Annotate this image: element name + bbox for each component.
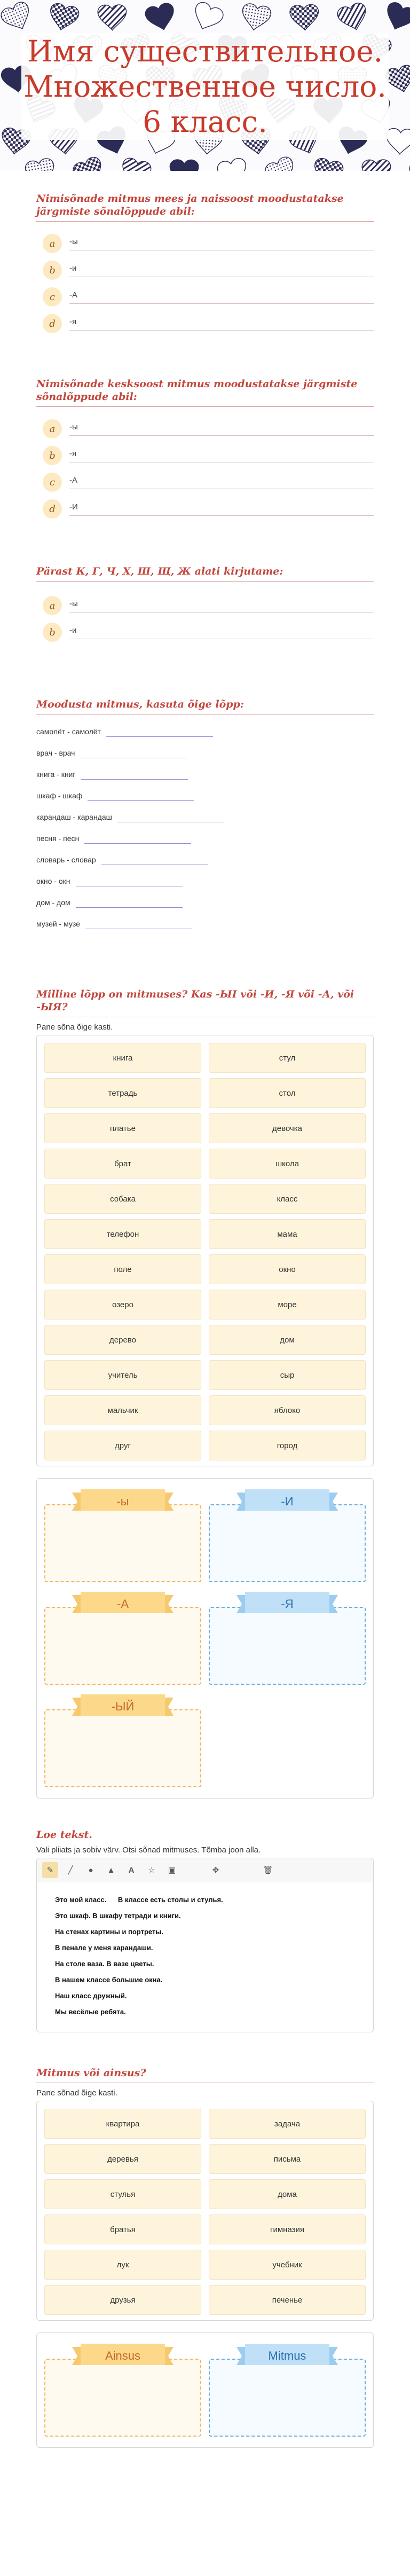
- drop-box[interactable]: [44, 1504, 201, 1582]
- fill-input[interactable]: [117, 812, 224, 822]
- drop-zones: [36, 2332, 374, 2448]
- fill-input[interactable]: [76, 898, 183, 908]
- task-6-title: Loe tekst.: [36, 1829, 92, 1841]
- word-bank: [36, 2101, 374, 2321]
- heart-icon: [362, 160, 391, 171]
- option-letter: c: [43, 473, 62, 492]
- option-text: -и: [69, 264, 374, 277]
- target-label: Mitmus: [268, 2349, 306, 2362]
- word-card[interactable]: письма: [209, 2144, 366, 2174]
- text-icon[interactable]: A: [128, 1865, 135, 1875]
- word-card[interactable]: озеро: [44, 1290, 201, 1320]
- word-card[interactable]: собака: [44, 1184, 201, 1214]
- task-3-title: Pärast К, Г, Ч, Х, Ш, Щ, Ж alati kirjutame:: [36, 565, 374, 582]
- fill-input[interactable]: [80, 748, 187, 758]
- option-a[interactable]: [36, 592, 374, 619]
- heart-icon: [189, 0, 225, 34]
- heart-icon: [263, 155, 299, 171]
- fill-row: [36, 849, 374, 870]
- target-label: -Я: [281, 1597, 294, 1611]
- task-5-title: Milline lõpp on mitmuses? Kas -ЫI või -И, -Я või -А, või -ЫЯ?: [36, 988, 374, 1017]
- option-text: -я: [69, 449, 374, 462]
- option-c[interactable]: [36, 469, 374, 496]
- task-1-options: [36, 230, 374, 337]
- fill-row: [36, 742, 374, 764]
- fill-input[interactable]: [88, 791, 194, 801]
- star-icon[interactable]: ☆: [148, 1866, 155, 1875]
- option-text: -И: [69, 502, 374, 516]
- word-card[interactable]: деревья: [44, 2144, 201, 2174]
- target-label: -А: [117, 1597, 129, 1611]
- fill-word: окно - окн: [36, 877, 70, 885]
- pencil-icon[interactable]: ✎: [42, 1862, 58, 1878]
- image-icon[interactable]: ▣: [168, 1866, 176, 1875]
- text-line: На столе ваза. В вазе цветы.: [55, 1960, 154, 1968]
- fill-row: [36, 892, 374, 913]
- heart-icon: [408, 156, 410, 171]
- drop-box[interactable]: [209, 1607, 366, 1685]
- option-letter: a: [43, 234, 62, 253]
- option-text: -А: [69, 476, 374, 489]
- option-letter: d: [43, 314, 62, 333]
- drop-zone-yi[interactable]: [44, 1694, 201, 1787]
- word-card[interactable]: друзья: [44, 2285, 201, 2315]
- option-text: -и: [69, 626, 374, 639]
- word-card[interactable]: окно: [209, 1254, 366, 1284]
- word-card[interactable]: братья: [44, 2214, 201, 2244]
- word-card[interactable]: стул: [209, 1043, 366, 1073]
- word-card[interactable]: лук: [44, 2250, 201, 2280]
- word-card[interactable]: дома: [209, 2179, 366, 2209]
- option-text: -А: [69, 290, 374, 304]
- word-card[interactable]: мама: [209, 1219, 366, 1249]
- option-d[interactable]: [36, 496, 374, 522]
- word-card[interactable]: квартира: [44, 2109, 201, 2139]
- fill-row: [36, 828, 374, 849]
- heart-icon: [119, 156, 152, 171]
- task-5-instruction: Pane sõna õige kasti.: [36, 1023, 113, 1032]
- target-label: -ЫЙ: [111, 1700, 135, 1713]
- text-line: В пенале у меня карандаши.: [55, 1944, 153, 1952]
- option-letter: a: [43, 596, 62, 615]
- word-card[interactable]: поле: [44, 1254, 201, 1284]
- task-4: [36, 698, 374, 934]
- fill-row: [36, 785, 374, 806]
- heart-icon: [406, 93, 410, 127]
- heart-icon: [24, 158, 57, 171]
- option-a[interactable]: [36, 230, 374, 257]
- option-b[interactable]: [36, 442, 374, 469]
- fill-word: врач - врач: [36, 749, 75, 757]
- target-label: -И: [281, 1495, 294, 1508]
- word-card[interactable]: задача: [209, 2109, 366, 2139]
- drop-box[interactable]: [44, 2359, 201, 2437]
- task-1: [36, 192, 374, 337]
- option-text: -ы: [69, 422, 374, 436]
- fill-row: [36, 913, 374, 934]
- option-c[interactable]: [36, 284, 374, 310]
- option-letter: b: [43, 446, 62, 465]
- fill-input[interactable]: [106, 727, 213, 737]
- word-card[interactable]: сыр: [209, 1360, 366, 1390]
- title-box: [21, 33, 389, 140]
- drop-zone-ya[interactable]: [209, 1592, 366, 1685]
- fill-row: [36, 764, 374, 785]
- word-card[interactable]: дерево: [44, 1325, 201, 1355]
- drop-box[interactable]: [209, 1504, 366, 1582]
- fill-word: шкаф - шкаф: [36, 791, 83, 800]
- heart-icon: [170, 160, 199, 171]
- word-card[interactable]: книга: [44, 1043, 201, 1073]
- option-letter: a: [43, 419, 62, 438]
- heart-icon: [385, 128, 410, 155]
- word-card[interactable]: печенье: [209, 2285, 366, 2315]
- fill-input[interactable]: [76, 876, 183, 886]
- option-b[interactable]: [36, 619, 374, 646]
- word-card[interactable]: стулья: [44, 2179, 201, 2209]
- task-7-instruction: Pane sõnad õige kasti.: [36, 2088, 117, 2098]
- option-letter: b: [43, 261, 62, 280]
- fill-input[interactable]: [85, 919, 192, 929]
- drop-zone-a[interactable]: [44, 1592, 201, 1685]
- heart-icon: [98, 5, 127, 30]
- fill-word: песня - песн: [36, 834, 80, 843]
- option-b[interactable]: [36, 257, 374, 284]
- heart-icon: [240, 3, 272, 33]
- task-2-title: Nimisõnade kesksoost mitmus moodustatakse järgmiste sõnalõppude abil:: [36, 378, 374, 407]
- heart-icon: [0, 0, 35, 35]
- editor-toolbar: [37, 1858, 373, 1882]
- fill-word: дом - дом: [36, 898, 70, 907]
- text-line: Наш класс дружный.: [55, 1992, 127, 2000]
- page-title: Имя существительное. Множественное число. 6 класс.: [23, 34, 387, 139]
- heart-icon: [311, 157, 344, 171]
- text-line: В нашем классе большие окна.: [55, 1976, 163, 1984]
- heart-icon: [144, 2, 178, 33]
- heart-icon: [47, 2, 80, 33]
- palette-icon[interactable]: ●: [88, 1865, 93, 1875]
- word-card[interactable]: девочка: [209, 1113, 366, 1143]
- trash-icon[interactable]: 🗑: [263, 1866, 273, 1875]
- task-7-title: Mitmus või ainsus?: [36, 2067, 374, 2083]
- option-text: -ы: [69, 237, 374, 250]
- word-card[interactable]: мальчик: [44, 1395, 201, 1425]
- text-line: На стенах картины и портреты.: [55, 1928, 164, 1936]
- target-label: Ainsus: [105, 2349, 141, 2362]
- task-5: [36, 988, 374, 1799]
- word-card[interactable]: друг: [44, 1431, 201, 1460]
- heart-icon: [216, 157, 249, 171]
- word-card[interactable]: брат: [44, 1149, 201, 1179]
- fill-word: самолёт - самолёт: [36, 727, 101, 736]
- drop-box[interactable]: [209, 2359, 366, 2437]
- word-card[interactable]: учитель: [44, 1360, 201, 1390]
- option-text: -я: [69, 317, 374, 331]
- word-bank: [36, 1035, 374, 1466]
- heart-icon: [71, 155, 107, 171]
- word-card[interactable]: яблоко: [209, 1395, 366, 1425]
- heart-icon: [289, 4, 319, 31]
- option-text: -ы: [69, 599, 374, 612]
- option-a[interactable]: [36, 415, 374, 442]
- fill-word: словарь - словар: [36, 855, 96, 864]
- task-2-options: [36, 415, 374, 522]
- word-card[interactable]: учебник: [209, 2250, 366, 2280]
- heart-icon: [336, 2, 370, 34]
- fill-input[interactable]: [81, 769, 188, 780]
- text-line: Это мой класс. В классе есть столы и стулья.: [55, 1896, 223, 1904]
- word-card[interactable]: море: [209, 1290, 366, 1320]
- drawing-editor: [36, 1858, 374, 2032]
- option-d[interactable]: [36, 310, 374, 337]
- fill-word: книга - книг: [36, 770, 76, 779]
- option-letter: d: [43, 499, 62, 519]
- line-icon[interactable]: ╱: [68, 1866, 73, 1875]
- task-2: [36, 378, 374, 522]
- fill-input[interactable]: [84, 834, 191, 844]
- fill-row: [36, 806, 374, 828]
- option-letter: b: [43, 623, 62, 642]
- task-7: [36, 2067, 374, 2448]
- task-4-title: Moodusta mitmus, kasuta õige lõpp:: [36, 698, 374, 714]
- heart-icon: [382, 1, 410, 34]
- text-line: Мы весёлые ребята.: [55, 2008, 126, 2016]
- word-card[interactable]: класс: [209, 1184, 366, 1214]
- editor-text[interactable]: [37, 1882, 373, 2032]
- word-card[interactable]: телефон: [44, 1219, 201, 1249]
- drop-zone-y[interactable]: [44, 1489, 201, 1582]
- word-card[interactable]: школа: [209, 1149, 366, 1179]
- drop-zones: [36, 1478, 374, 1799]
- drop-zone-i[interactable]: [209, 1489, 366, 1582]
- drop-zone-ainsus[interactable]: [44, 2344, 201, 2437]
- word-card[interactable]: дом: [209, 1325, 366, 1355]
- word-card[interactable]: тетрадь: [44, 1078, 201, 1108]
- move-icon[interactable]: ✥: [212, 1866, 219, 1875]
- fill-word: карандаш - карандаш: [36, 813, 112, 821]
- task-3-options: [36, 592, 374, 646]
- text-line: Это шкаф. В шкафу тетради и книги.: [55, 1912, 181, 1920]
- task-3: [36, 565, 374, 646]
- word-card[interactable]: город: [209, 1431, 366, 1460]
- word-card[interactable]: платье: [44, 1113, 201, 1143]
- highlighter-icon[interactable]: ▲: [107, 1865, 115, 1875]
- header-banner: [0, 0, 410, 171]
- drop-box[interactable]: [44, 1709, 201, 1787]
- word-card[interactable]: гимназия: [209, 2214, 366, 2244]
- fill-input[interactable]: [101, 855, 208, 865]
- task-1-title: Nimisõnade mitmus mees ja naissoost moodustatakse järgmiste sõnalõppude abil:: [36, 192, 374, 222]
- fill-row: [36, 870, 374, 892]
- fill-row: [36, 721, 374, 742]
- fill-rows: [36, 721, 374, 934]
- task-6-instruction: Vali pliiats ja sobiv värv. Otsi sõnad mitmuses. Tõmba joon alla.: [36, 1845, 261, 1855]
- drop-box[interactable]: [44, 1607, 201, 1685]
- target-label: -ы: [116, 1495, 129, 1508]
- fill-word: музей - музе: [36, 920, 80, 928]
- task-6: [36, 1828, 374, 2032]
- word-card[interactable]: стол: [209, 1078, 366, 1108]
- drop-zone-mitmus[interactable]: [209, 2344, 366, 2437]
- option-letter: c: [43, 287, 62, 307]
